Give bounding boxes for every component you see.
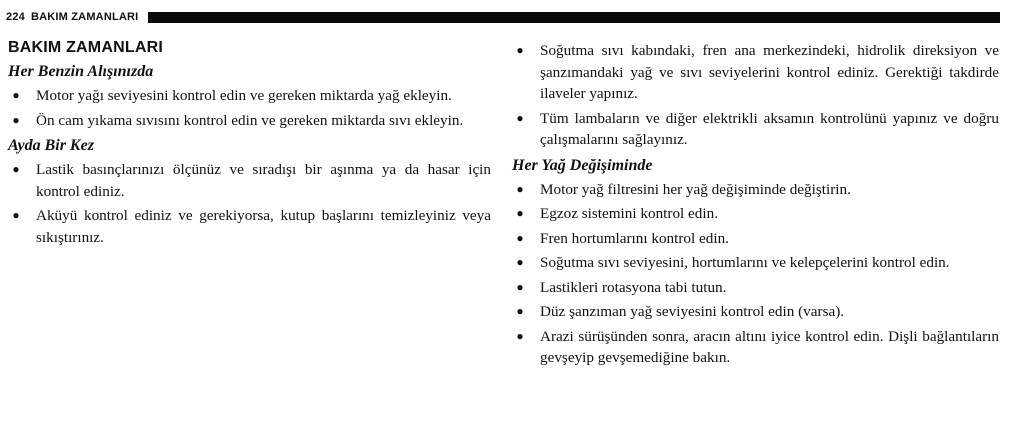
subheading-every-oil-change: Her Yağ Değişiminde	[512, 156, 653, 174]
list-item-text: Aküyü kontrol ediniz ve gerekiyorsa, kutup başlarını temizleyiniz veya sıkıştırınız.	[36, 207, 491, 246]
list-item	[512, 179, 999, 201]
list-item	[8, 159, 491, 202]
bullet-icon: ●	[516, 279, 524, 294]
left-column	[8, 38, 491, 252]
list-item-text: Motor yağı seviyesini kontrol edin ve gereken miktarda yağ ekleyin.	[36, 87, 452, 104]
bullet-icon: ●	[516, 206, 524, 220]
bullet-icon: ●	[12, 112, 20, 127]
section-title: BAKIM ZAMANLARI	[8, 39, 163, 56]
list-item-text: Düz şanzıman yağ seviyesini kontrol edin (varsa).	[540, 303, 845, 320]
list-item	[512, 108, 999, 151]
subheading-every-fill-up: Her Benzin Alışınızda	[8, 63, 154, 80]
list-item-text: Motor yağ filtresini her yağ değişiminde değiştirin.	[540, 180, 851, 198]
bullet-icon: ●	[516, 43, 524, 57]
list-item	[8, 85, 491, 107]
list-item	[8, 205, 491, 248]
list-item-text: Soğutma sıvı seviyesini, hortumlarını ve kelepçelerini kontrol edin.	[540, 254, 950, 271]
subheading-monthly: Ayda Bir Kez	[8, 137, 94, 154]
running-title: BAKIM ZAMANLARI	[30, 11, 139, 23]
list-item	[8, 110, 491, 132]
list-item-text: Fren hortumlarını kontrol edin.	[540, 229, 729, 247]
bullet-icon: ●	[12, 88, 20, 102]
bullet-icon: ●	[516, 255, 524, 269]
list-item	[512, 228, 999, 250]
list-item	[512, 252, 999, 274]
list-item	[512, 301, 999, 323]
bullet-icon: ●	[516, 304, 524, 318]
bullet-icon: ●	[516, 328, 524, 343]
bullet-icon: ●	[12, 208, 20, 222]
list-item-text: Ön cam yıkama sıvısını kontrol edin ve gereken miktarda sıvı ekleyin.	[36, 111, 464, 129]
list-item	[512, 203, 999, 225]
list-monthly	[8, 159, 491, 248]
bullet-icon: ●	[516, 181, 524, 196]
list-item-text: Tüm lambaların ve diğer elektrikli aksamın kontrolünü yapınız ve doğru çalışmalarını sağlayınız.	[540, 109, 999, 148]
list-item	[512, 326, 999, 369]
list-every-oil-change	[512, 179, 999, 369]
list-item	[512, 277, 999, 299]
list-item-text: Egzoz sistemini kontrol edin.	[540, 205, 719, 222]
bullet-icon: ●	[516, 110, 524, 125]
bullet-icon: ●	[12, 162, 20, 176]
list-item	[512, 40, 999, 105]
page-header	[6, 10, 1000, 24]
list-monthly-continued	[512, 40, 999, 151]
page-number: 224	[6, 11, 25, 23]
header-rule	[148, 12, 1000, 23]
list-item-text: Soğutma sıvı kabındaki, fren ana merkezindeki, hidrolik direksiyon ve şanzımandaki yağ ve sıvı seviyelerini kontrol ediniz. Gerektiği takdirde ilaveler yapınız.	[540, 42, 999, 102]
list-every-fill-up	[8, 85, 491, 131]
bullet-icon: ●	[516, 230, 524, 245]
list-item-text: Arazi sürüşünden sonra, aracın altını iyice kontrol edin. Dişli bağlantıların gevşeyip gevşemediğine bakın.	[540, 327, 999, 366]
list-item-text: Lastik basınçlarınızı ölçünüz ve sıradışı bir aşınma ya da hasar için kontrol ediniz.	[36, 161, 491, 200]
right-column	[512, 40, 999, 373]
list-item-text: Lastikleri rotasyona tabi tutun.	[540, 278, 727, 296]
